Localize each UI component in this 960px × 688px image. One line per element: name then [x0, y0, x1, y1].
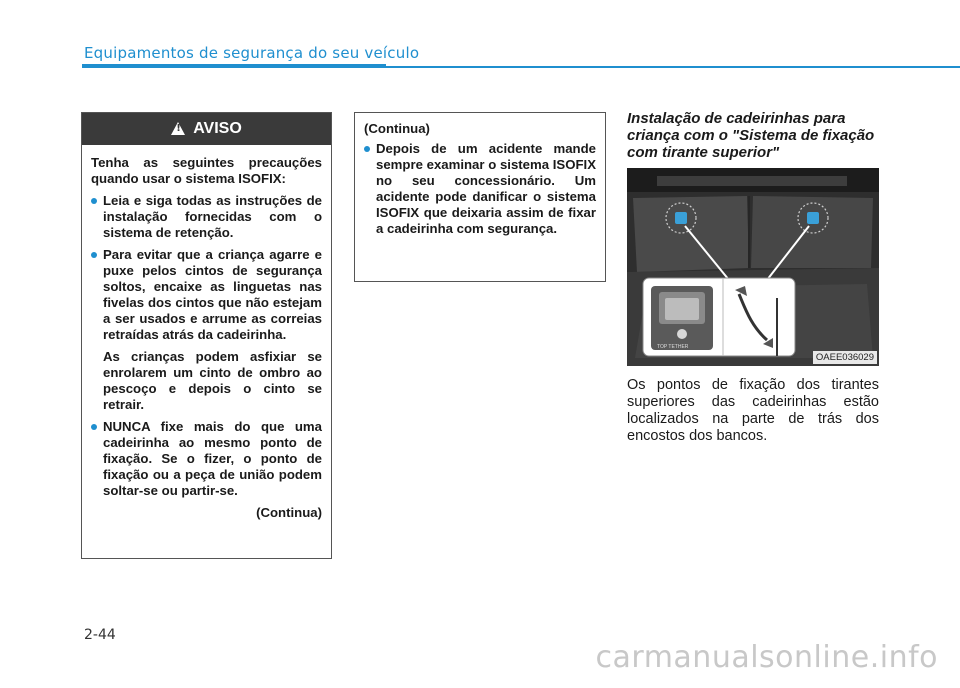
page-number: 2-44	[84, 627, 116, 643]
warning-box	[81, 112, 332, 559]
warning-bullets-2	[91, 419, 322, 499]
warning-triangle-icon	[171, 122, 185, 135]
section-header-title: Equipamentos de segurança do seu veículo	[84, 44, 420, 62]
warning-bullet-3: NUNCA fixe mais do que uma cadeirinha ao mesmo ponto de fixação. Se o fizer, o ponto de fixação ou a peça de união podem soltar-se ou partir-se.	[91, 419, 322, 499]
warning-label: AVISO	[193, 120, 242, 137]
section-body-text: Os pontos de fixação dos tirantes superiores das cadeirinhas estão localizados na parte de trás dos encostos dos bancos.	[627, 377, 879, 444]
header-rule-thick	[82, 64, 386, 68]
warning-sub-paragraph: As crianças podem asfixiar se enrolarem um cinto de ombro ao pescoço e depois o cinto se retrair.	[103, 349, 322, 412]
inset-label: TOP TETHER	[657, 344, 689, 350]
warning-header	[82, 113, 331, 145]
warning-bullets	[91, 193, 322, 343]
image-code-label: OAEE036029	[813, 351, 877, 364]
continued-bullets	[364, 141, 596, 237]
warning-bullet-2: Para evitar que a criança agarre e puxe pelos cintos de segurança soltos, encaixe as linguetas nas fivelas dos cintos que não estejam a ser usados e arrume as correias retraídas atrás da cadeirinha.	[91, 247, 322, 343]
continued-bullet-1: Depois de um acidente mande sempre examinar o sistema ISOFIX no seu concessionário. Um acidente pode danificar o sistema ISOFIX que deixaria assim de fixar a cadeirinha com segurança.	[364, 141, 596, 237]
warning-bullet-1: Leia e siga todas as instruções de instalação fornecidas com o sistema de retenção.	[91, 193, 322, 241]
cargo-area-illustration	[627, 168, 879, 366]
cargo-area-photo	[627, 168, 879, 366]
continued-content	[355, 113, 605, 237]
continued-note: (Continua)	[256, 505, 322, 520]
watermark-text: carmanualsonline.info	[595, 640, 938, 675]
header-rule-thin	[386, 66, 960, 68]
warning-intro: Tenha as seguintes precauções quando usar o sistema ISOFIX:	[91, 155, 322, 186]
continued-label: (Continua)	[364, 121, 430, 136]
continued-box	[354, 112, 606, 282]
warning-content	[82, 145, 331, 521]
section-heading: Instalação de cadeirinhas para criança com o "Sistema de fixação com tirante superior"	[627, 110, 875, 161]
